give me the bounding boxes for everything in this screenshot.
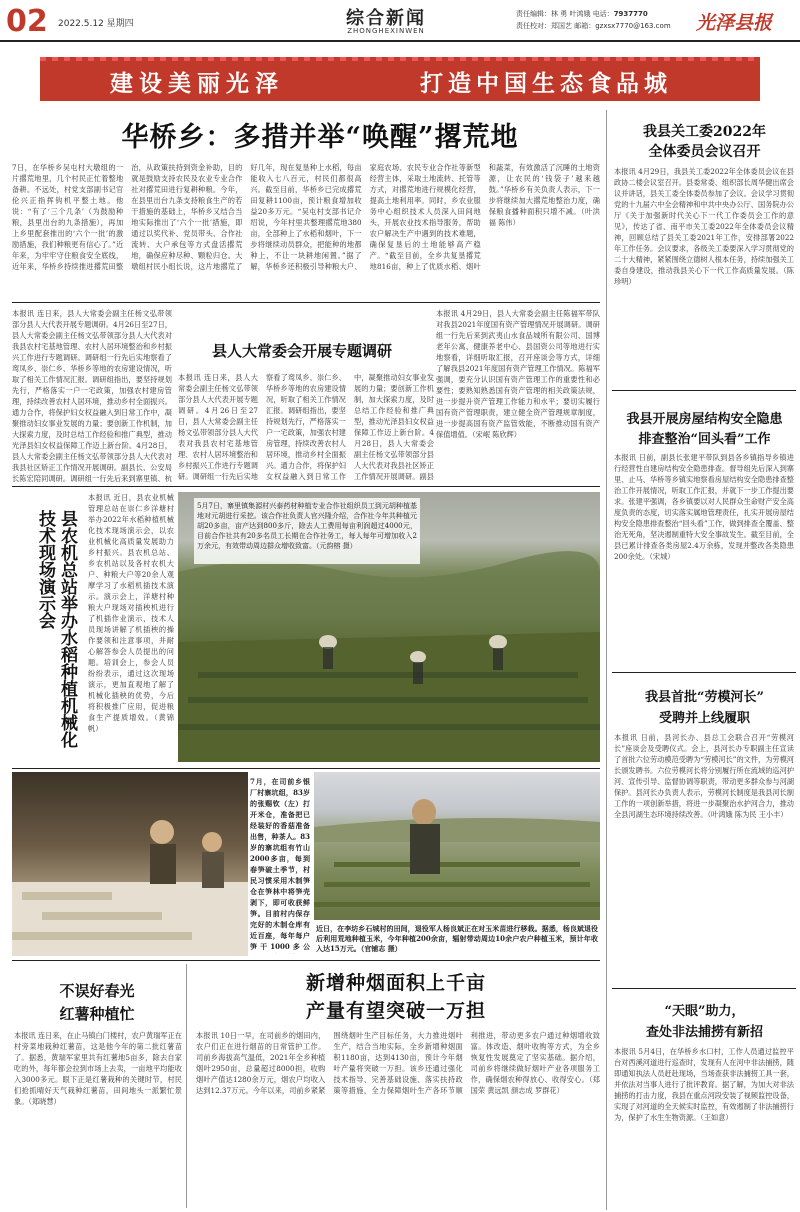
tianyan-text: 本报讯 5月4日，在华桥乡水口村，工作人员通过监控平台对西溪河道进行巡查时，发现有人在河中非法捕捞，随即通知执法人员赶赴现场，当场查获非法捕捞工具一套，并依法对当事人进行了批评教育。据了解，为加大对非法捕捞的打击力度，我县在重点河段安装了视频监控设备，实现了对河道的全天候实时监控，有效遏制了非法捕捞行为，保护了水生生物资源。 — [614, 1047, 794, 1122]
corn-caption: 近日，在李坊乡石城村的田间，退役军人杨良斌正在对玉米苗进行移栽。据悉，杨良斌退役后利用荒地种植玉米，今年种植200余亩，辐射带动周边10余户农户种植玉米，预计年收入达15万元。（官铺志 摄） — [316, 924, 598, 953]
tianyan-byline: （王如意） — [700, 1113, 733, 1122]
story-a-body — [178, 372, 434, 484]
section-pinyin: ZHONGHEXINWEN — [347, 27, 425, 35]
sweet-body — [14, 1030, 182, 1206]
divider-right-2 — [612, 672, 796, 673]
house-headline-1: 我县开展房屋结构安全隐患 — [626, 412, 783, 427]
sweet-text: 本报讯 连日来，在止马镇白门楼村，农户黄瑞军正在村旁菜地栽种红薯苗，这是他今年的第二批红薯苗了。据悉，黄瑞军家里共有红薯地5亩多，除去自家吃的外，每年都会拉到市场上去卖，一亩地平均能收入3000多元。眼下正是红薯栽种的关键时节，村民们抢抓晴好天气栽种红薯苗，田间地头一派繁忙景象。 — [14, 1031, 182, 1106]
cadre-text: 本报讯 4月29日，我县关工委2022年全体委员会议在县政协二楼会议室召开。县委常委、组织部长周华健出席会议并讲话，县关工委全体委员参加了会议。会议学习贯彻党的十九届六中全会精神和中共中央办公厅、国务院办公厅《关于加强新时代关心下一代工作委员会工作的意见》，传达了省、南平市关工委2022年全体委员会议精神，回顾总结了县关工委2021年工作，安排部署2022年工作任务。会议要求，各级关工委要深入学习贯彻党的二十大精神，紧紧围绕立德树人根本任务，持续加强关工委自身建设，推动我县关心下一代工作高质量发展。 — [614, 167, 794, 275]
river-headline-1: 我县首批“劳模河长” — [645, 690, 764, 705]
lead-body — [12, 162, 600, 296]
phone-label: 电话： — [592, 10, 614, 18]
editor-names: 林 勇 叶鸿娥 — [551, 10, 591, 18]
proof-label: 责任校对： — [516, 22, 551, 30]
page-number: 02 — [6, 4, 48, 39]
lead-headline: 华桥乡：多措并举“唤醒”撂荒地 — [121, 122, 519, 153]
house-byline: （宋城） — [649, 552, 675, 561]
divider-photo — [12, 768, 600, 769]
slogan-left: 建设美丽光泽 — [110, 70, 284, 97]
newspaper-brand: 光泽县报 — [696, 12, 773, 34]
story-b-text: 本报讯 4月29日，县人大常委会副主任陈福军带队对我县2021年度国有资产管理情况开展调研。调研组一行先后来到武夷山水食品城所有限公司、国博老年公寓、健康养老中心、县国资公司等地进行实地察看，详细听取汇报，召开座谈会等方式，详细了解我县2021年度国有资产管理工作情况。陈福军强调，要充分认识国有资产管理工作的重要性和必要性；要熟知熟悉国有资产管理的相关政策法规，进一步提升资产管理工作能力和水平；要切实履行国有资产管理职责，建立健全资产管理规章制度，进一步提高国有资产监管效能，不断推动国有资产保值增值。 — [436, 309, 600, 439]
mech-text: 本报讯 近日，县农业机械管理总站在崇仁乡洋塘村举办2022年水稻种植机械化技术现场演示会，以农业机械化高质量发展助力乡村振兴。县农机总站、乡农机站以及各村农机大户、种粮大户等20余人观摩学习了水稻机插技术演示。演示会上，洋塘村种粮大户现场对插秧机进行了机插作业演示，技术人员现场讲解了机插秧的操作要领和注意事项，并耐心解答参会人员提出的问题。培训会上，参会人员纷纷表示，通过这次现场演示，更加直观地了解了机械化插秧的优势，今后将积极推广应用，促进粮食生产提质增效。 — [88, 493, 174, 722]
river-body — [614, 732, 794, 974]
sweet-byline: （郑晓慧） — [28, 1097, 61, 1106]
slogan-right: 打造中国生态食品城 — [420, 70, 672, 97]
tianyan-headline-1: “天眼”助力， — [664, 1004, 745, 1019]
masthead-rule — [0, 40, 800, 42]
divider-lower — [12, 960, 600, 961]
lead-byline: （叶洪福 陈伟） — [488, 207, 600, 227]
tianyan-headline-2: 查处非法捕捞有新招 — [645, 1025, 763, 1040]
story-b-body — [436, 308, 600, 484]
tobacco-byline: （郑国荣 黄远凯 颜志成 罗群花） — [470, 1075, 600, 1095]
mech-body — [88, 492, 174, 762]
cadre-byline: （陈珍明） — [614, 266, 794, 286]
email-label: 邮箱： — [574, 22, 596, 30]
divider-col-lower — [186, 964, 187, 1208]
tianyan-body — [614, 1046, 794, 1206]
editor-label: 责任编辑： — [516, 10, 551, 18]
phone-number: 7937770 — [613, 10, 648, 18]
tobacco-headline-1: 新增种烟面积上千亩 — [305, 972, 486, 994]
sweet-headline-2: 红薯种植忙 — [59, 1005, 135, 1023]
story-a-intro-text: 本报讯 连日来，县人大常委会副主任杨文弘带领部分县人大代表开展专题调研。4月26日至27日，县人大常委会副主任杨文弘带领部分县人大代表对我县农村宅基地管理、农村人居环境整治和乡村振兴工作进行专题调研。调研组一行先后实地察看了鸾凤乡、崇仁乡、华桥乡等地的农房建设情况，听取了相关工作情况汇报。调研组指出，要坚持规划先行，严格落实一户一宅政策，加强农村建房管理，持续改善农村人居环境，推动乡村全面振兴。通力合作，将保护妇女权益融入到日常工作中，凝聚推动妇女事业发展的力量；要创新工作机制，加大探索力度，及时总结工作经验和推广典型，推动光泽县妇女权益保障工作迈上新台阶。4月28日，县人大常委会副主任杨文弘带领部分县人大代表对我县社区矫正工作情况开展调研。副县长、公安局长陈宏陪同调研。调研组一行先后来到寨里镇、杭 — [12, 309, 172, 483]
right-col-border — [606, 110, 607, 1210]
mech-byline: （黄锦帆） — [88, 713, 174, 733]
yuanhu-caption: 5月7日，寨里镇集源村兴泰药材种植专业合作社组织员工到元胡种植基地对元胡进行采挖。该合作社负责人官兴隆介绍，合作社今年共种植元胡20多亩，亩产达到800多斤，除去人工费用每亩利润超过4000元，目前合作社共有20多名员工长期在合作社务工，每人每年可增加收入2万余元，有效带动周边群众增收致富。（元韵榕 摄） — [194, 498, 420, 564]
divider-lead — [12, 302, 600, 303]
river-text: 本报讯 日前，县河长办、县总工会联合召开“劳模河长”座谈会及受聘仪式。会上，县河长办专职副主任宣读了首批六位劳动模范受聘为“劳模河长”的文件，为劳模河长颁发聘书。六位劳模河长将分别履行所在流域的巡河护河、宣传引导、监督协调等职责，带动更多群众参与河湖保护。县河长办负责人表示，劳模河长制度是我县河长制工作的一项创新举措，将进一步凝聚治水护河合力，推动全县河湖生态环境持续改善。 — [614, 733, 794, 819]
cadre-body — [614, 166, 794, 378]
cadre-headline-1: 我县关工委2022年 — [643, 124, 766, 140]
mech-headline-vertical: 县农机总站举办水稻种植机械化技术现场演示会 — [35, 510, 77, 748]
tobacco-text: 本报讯 10日一早，在司前乡的烟田内，农户们正在进行烟苗的日常管护工作。司前乡海拔高气温低，2021年全乡种植烟叶2950亩，总量超过8000担，收购烟叶产值达1280余万元，烟农户均收入达到12.37万元。今年以来，司前乡紧紧围绕烟叶生产目标任务，大力推进烟叶生产，结合当地实际，全乡新增种烟面积1180亩，达到4130亩，预计今年烟叶产量将突破一万担。该乡还通过强化技术指导、完善基础设施、落实扶持政策等措施，全力保障烟叶生产各环节顺利推进，带动更多农户通过种烟增收致富。体改造、烟叶收购等方式，为全乡恢复性发展奠定了坚实基础。据介绍，司前乡将继续做好烟叶产业各项服务工作，确保烟农种得放心、收得安心。 — [196, 1031, 600, 1095]
river-byline: （叶鸿娥 陈为民 王小丰） — [707, 810, 788, 819]
house-headline-2: 排查整治“回头看”工作 — [638, 432, 771, 447]
issue-date: 2022.5.12 星期四 — [58, 19, 134, 29]
house-body — [614, 452, 794, 660]
bamboo-caption: 7月，在司前乡银厂村寨坑组，83岁的张赐钦（左）打开米仓，准备把已经装好的香菇准备出售，种茶人。83岁的寨坑组有竹山2000多亩，每到春笋破土季节，村民习惯采用木制笋仓在笋林中将笋壳剥下，即可收获鲜笋。目前村内保存完好的木制仓库有近百座，每年每户笋干1000多公 — [250, 777, 310, 951]
slogan-banner — [40, 57, 760, 101]
divider-mid — [12, 486, 600, 487]
bamboo-shoot-photo — [12, 772, 248, 956]
story-a-headline: 县人大常委会开展专题调研 — [211, 342, 392, 360]
story-a-intro — [12, 308, 172, 484]
masthead-credits — [516, 8, 686, 32]
story-b-byline: （宋岷 陈欣辉） — [471, 430, 521, 439]
yuanhu-harvest-photo — [178, 492, 600, 762]
corn-seedling-photo — [314, 772, 600, 920]
divider-right-3 — [612, 988, 796, 989]
story-a-text: 本报讯 连日来，县人大常委会副主任杨文弘带领部分县人大代表开展专题调研。4月26日至27日，县人大常委会副主任杨文弘带领部分县人大代表对我县农村宅基地管理、农村人居环境整治和乡村振兴工作进行专题调研。调研组一行先后实地察看了鸾凤乡、崇仁乡、华桥乡等地的农房建设情况，听取了相关工作情况汇报。调研组指出，要坚持规划先行，严格落实一户一宅政策，加强农村建房管理，持续改善农村人居环境，推动乡村全面振兴。通力合作，将保护妇女权益融入到日常工作中，凝聚推动妇女事业发展的力量；要创新工作机制，加大探索力度，及时总结工作经验和推广典型，推动光泽县妇女权益保障工作迈上新台阶。4月28日，县人大常委会副主任杨文弘带领部分县人大代表对我县社区矫正工作情况开展调研。副县 — [178, 373, 434, 481]
river-headline-2: 受聘并上线履职 — [658, 711, 750, 726]
divider-right-1 — [612, 390, 796, 391]
section-title: 综合新闻 — [346, 8, 426, 29]
email-address: gzxsx7770@163.com — [595, 22, 671, 30]
proof-name: 郑国艺 — [551, 22, 572, 30]
tobacco-headline-2: 产量有望突破一万担 — [305, 1000, 486, 1022]
house-text: 本报讯 日前，副县长张建平带队到县各乡镇指导乡镇进行经营性自建房结构安全隐患排查。督导组先后深入到寨里、止马、华桥等乡镇实地察看房屋结构安全隐患排查整治工作开展情况，听取工作汇报，并就下一步工作提出要求。张建平强调，各乡镇要以对人民群众生命财产安全高度负责的态度，切实落实属地管理责任，扎实开展房屋结构安全隐患排查整治“回头看”工作，做到排查全覆盖、整治无死角，坚决遏制重特大安全事故发生。截至目前，全县已累计排查各类房屋2.4万余栋，发现并整改各类隐患200余处。 — [614, 453, 794, 561]
cadre-headline-2: 全体委员会议召开 — [648, 144, 761, 160]
sweet-headline-1: 不误好春光 — [59, 982, 135, 1000]
tobacco-body — [196, 1030, 600, 1206]
lead-text: 7日，在华桥乡吴屯村大墩组的一片撂荒地里，几个村民正忙着整地备耕。不远处，村党支部副书记官伦兴正指挥钩机平整土地。他说：“有了‘三个几条’（为鼓励种粮，县里出台的九条措施），再加上乡里配套推出的‘六个一批’的激励措施，我们种粮更有信心了。”近年来，为牢牢守住粮食安全底线，近年来，华桥乡持续推进撂荒田整治，从政策扶持到资金补助，目的就是鼓励支持农民及农业专业合作社对撂荒田进行复耕种粮。今年，在县里出台九条支持粮食生产的若干措施的基础上，华桥乡又结合当地实际推出了‘六个一批’措施，即通过以奖代补、党员带头、合作社流转、大户承包等方式盘活撂荒地，确保应种尽种、颗粒归仓。大墩组村民小组长说，这片地撂荒了好几年，现在复垦种上水稻，每亩能收入七八百元，村民们都很高兴。截至目前，华桥乡已完成撂荒田复耕1100亩，预计粮食增加收益20多万元。“吴屯村支部书记介绍说，今年村里共整理撂荒地380亩，全部种上了水稻和烟叶，下一步将继续动员群众，把能种的地都种上，不让一块耕地闲置。”据了解，华桥乡还积极引导种粮大户、家庭农场、农民专业合作社等新型经营主体，采取土地流转、托管等方式，对撂荒地进行规模化经营，提高土地利用率。同时，乡农业服务中心组织技术人员深入田间地头，开展农业技术指导服务，帮助农户解决生产中遇到的技术难题，确保复垦后的土地能够高产稳产。“截至目前，全乡共复垦撂荒地816亩，种上了优质水稻、烟叶和蔬菜，有效激活了沉睡的土地资源，让农民的‘钱袋子’越来越鼓。”华桥乡有关负责人表示，下一步将继续加大撂荒地整治力度，确保粮食播种面积只增不减。 — [12, 163, 600, 271]
